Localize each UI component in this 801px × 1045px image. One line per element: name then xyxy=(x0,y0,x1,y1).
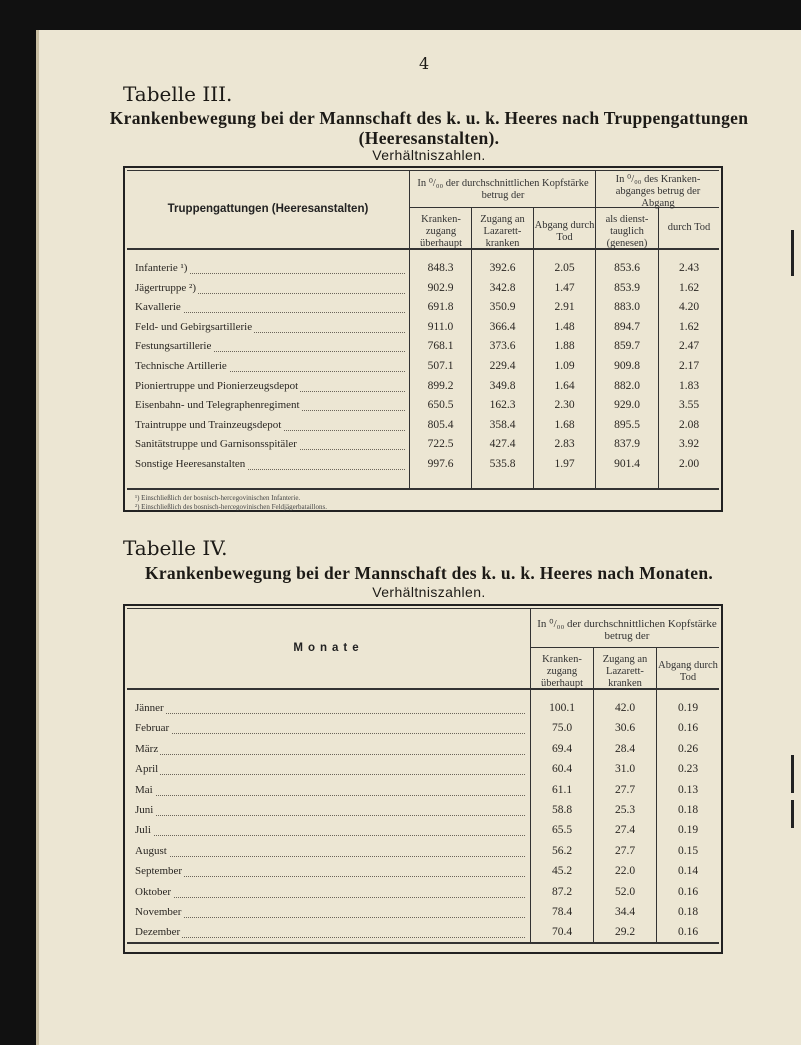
table-cell: 2.08 xyxy=(678,418,700,431)
table-cell: 29.2 xyxy=(614,926,636,939)
table-cell: 2.17 xyxy=(678,360,700,372)
table-cell: 929.0 xyxy=(614,399,640,412)
table-cell: 58.8 xyxy=(551,804,573,816)
table-cell: 0.19 xyxy=(677,702,699,714)
table3-header-group2: In ⁰/₀₀ des Kranken-abganges betrug der Abgang xyxy=(615,174,701,209)
table4-col-lazarett: Zugang an Lazarett-kranken xyxy=(602,654,648,689)
table-cell: 1.88 xyxy=(554,340,575,353)
table-cell: 87.2 xyxy=(551,885,573,898)
table-cell: 45.2 xyxy=(551,865,573,878)
table-cell: 2.00 xyxy=(678,458,700,470)
table-cell: 1.97 xyxy=(554,458,575,470)
table-cell: 1.62 xyxy=(678,320,700,333)
table3-col-zugang: Kranken-zugang überhaupt xyxy=(420,214,462,249)
table-cell: 0.19 xyxy=(677,824,699,837)
table-cell: 0.16 xyxy=(677,926,699,939)
row-label: Pioniertruppe und Pionierzeugsdepot xyxy=(135,380,405,392)
table-cell: 650.5 xyxy=(427,399,454,412)
table-cell: 31.0 xyxy=(614,763,636,776)
table-cell: 535.8 xyxy=(489,458,516,470)
table3-title-line1: Krankenbewegung bei der Mannschaft des k. u. k. Heeres nach Truppengattungen xyxy=(109,108,749,128)
leader-dots xyxy=(135,794,525,796)
table-cell: 1.64 xyxy=(554,379,575,392)
row-label: Jänner xyxy=(135,702,525,714)
table-cell: 722.5 xyxy=(427,438,454,451)
table3-header-group1: In ⁰/₀₀ der durchschnittlichen Kopfstärke betrug der xyxy=(417,178,589,201)
table-cell: 0.16 xyxy=(677,885,699,898)
table-cell: 911.0 xyxy=(427,320,454,333)
leader-dots xyxy=(135,916,525,918)
table-cell: 768.1 xyxy=(427,340,454,353)
row-label: Traintruppe und Trainzeugsdepot xyxy=(135,419,405,431)
table3-col-abgang-tod: Abgang durch Tod xyxy=(534,220,595,243)
table-cell: 162.3 xyxy=(489,399,516,412)
table-cell: 3.55 xyxy=(678,399,700,412)
table-cell: 3.92 xyxy=(678,438,700,451)
row-label: Festungsartillerie xyxy=(135,340,405,352)
table-cell: 507.1 xyxy=(427,360,454,372)
row-label: Mai xyxy=(135,784,525,796)
table-cell: 2.43 xyxy=(678,262,700,274)
table-cell: 902.9 xyxy=(427,281,454,294)
table-cell: 909.8 xyxy=(614,360,640,372)
table4-label: Tabelle IV. xyxy=(123,536,228,560)
table-cell: 60.4 xyxy=(551,763,573,776)
table-cell: 895.5 xyxy=(614,418,640,431)
table3-col-dienstuntauglich: als dienst-tauglich (genesen) xyxy=(605,214,649,249)
row-label: Juli xyxy=(135,824,525,836)
row-label: Juni xyxy=(135,804,525,816)
table3-footnote-2: ²) Einschließlich des bosnisch-hercegovinischen Feldjägerbataillons. xyxy=(135,503,328,511)
table-cell: 0.26 xyxy=(677,742,699,755)
table3-col-header-unit: Truppengattungen (Heeresanstalten) xyxy=(167,203,369,215)
leader-dots xyxy=(135,753,525,755)
table-cell: 2.91 xyxy=(554,301,575,314)
table3-label: Tabelle III. xyxy=(123,82,233,106)
table-cell: 0.15 xyxy=(677,844,699,857)
row-label: Infanterie ¹) xyxy=(135,262,405,274)
table-cell: 427.4 xyxy=(489,438,516,451)
table-cell: 691.8 xyxy=(427,301,454,314)
row-label: Sonstige Heeresanstalten xyxy=(135,458,405,470)
table-cell: 52.0 xyxy=(614,885,636,898)
table-cell: 366.4 xyxy=(489,320,516,333)
table-cell: 853.9 xyxy=(614,281,640,294)
table-cell: 1.62 xyxy=(678,281,700,294)
table4-col-header-month: Monate xyxy=(293,642,364,654)
table-cell: 805.4 xyxy=(427,418,454,431)
table-cell: 61.1 xyxy=(551,783,573,796)
table-cell: 901.4 xyxy=(614,458,640,470)
table-cell: 0.18 xyxy=(677,906,699,918)
table-cell: 0.13 xyxy=(677,783,699,796)
table-cell: 229.4 xyxy=(489,360,516,372)
table-cell: 1.48 xyxy=(554,320,575,333)
row-label: März xyxy=(135,743,525,755)
row-label: Februar xyxy=(135,722,525,734)
table-cell: 30.6 xyxy=(614,722,636,735)
table-cell: 69.4 xyxy=(551,742,573,755)
margin-mark xyxy=(791,755,794,793)
row-label: Dezember xyxy=(135,926,525,938)
table3-footnote-1: ¹) Einschließlich der bosnisch-hercegovinischen Infanterie. xyxy=(135,494,301,502)
table-cell: 894.7 xyxy=(614,320,640,333)
table-cell: 997.6 xyxy=(427,458,454,470)
table-cell: 837.9 xyxy=(614,438,640,451)
table-cell: 349.8 xyxy=(489,379,516,392)
table-cell: 34.4 xyxy=(614,906,636,918)
table4-header-group: In ⁰/₀₀ der durchschnittlichen Kopfstärke betrug der xyxy=(537,618,717,642)
table-cell: 25.3 xyxy=(614,804,636,816)
table-cell: 883.0 xyxy=(614,301,640,314)
row-label: August xyxy=(135,845,525,857)
row-label: Kavallerie xyxy=(135,301,405,313)
table-cell: 0.18 xyxy=(677,804,699,816)
row-label: September xyxy=(135,865,525,877)
table-cell: 2.83 xyxy=(554,438,575,451)
table-cell: 0.14 xyxy=(677,865,699,878)
table-cell: 392.6 xyxy=(489,262,516,274)
table-cell: 853.6 xyxy=(614,262,640,274)
table-cell: 1.83 xyxy=(678,379,700,392)
table-cell: 27.4 xyxy=(614,824,636,837)
table-cell: 4.20 xyxy=(678,301,700,314)
table3-title-line2: (Heeresanstalten). xyxy=(358,128,500,148)
row-label: Eisenbahn- und Telegraphenregiment xyxy=(135,399,405,411)
table-cell: 42.0 xyxy=(614,702,636,714)
table3-subtitle: Verhältniszahlen. xyxy=(372,147,486,163)
leader-dots xyxy=(135,814,525,816)
row-label: Feld- und Gebirgsartillerie xyxy=(135,321,405,333)
table-cell: 27.7 xyxy=(614,844,636,857)
table-cell: 0.16 xyxy=(677,722,699,735)
margin-mark xyxy=(791,230,794,276)
table-cell: 27.7 xyxy=(614,783,636,796)
row-label: April xyxy=(135,763,525,775)
table-cell: 1.47 xyxy=(554,281,575,294)
leader-dots xyxy=(135,896,525,898)
leader-dots xyxy=(135,732,525,734)
leader-dots xyxy=(135,712,525,714)
table3-col-durch-tod: durch Tod xyxy=(667,222,711,233)
row-label: Jägertruppe ²) xyxy=(135,282,405,294)
table-cell: 2.47 xyxy=(678,340,700,353)
table-cell: 56.2 xyxy=(551,844,573,857)
table-cell: 1.09 xyxy=(554,360,575,372)
leader-dots xyxy=(135,855,525,857)
row-label: Oktober xyxy=(135,886,525,898)
table-cell: 899.2 xyxy=(427,379,454,392)
table-cell: 0.23 xyxy=(677,763,699,776)
table-cell: 2.05 xyxy=(554,262,575,274)
page xyxy=(36,30,801,1045)
table-cell: 2.30 xyxy=(554,399,575,412)
table-cell: 75.0 xyxy=(551,722,573,735)
table-cell: 22.0 xyxy=(614,865,636,878)
table-cell: 373.6 xyxy=(489,340,516,353)
table-cell: 882.0 xyxy=(614,379,640,392)
leader-dots xyxy=(135,773,525,775)
table-cell: 848.3 xyxy=(427,262,454,274)
table-cell: 70.4 xyxy=(551,926,573,939)
table-cell: 342.8 xyxy=(489,281,516,294)
table4-col-zugang: Kranken-zugang überhaupt xyxy=(541,654,583,689)
table4-title: Krankenbewegung bei der Mannschaft des k. u. k. Heeres nach Monaten. xyxy=(144,563,714,583)
page-number: 4 xyxy=(419,54,430,73)
table-cell: 1.68 xyxy=(554,418,575,431)
table3-col-lazarett: Zugang an Lazarett-kranken xyxy=(480,214,525,249)
table4-subtitle: Verhältniszahlen. xyxy=(372,584,486,600)
row-label: November xyxy=(135,906,525,918)
table-cell: 100.1 xyxy=(549,702,575,714)
table4-col-abgang-tod: Abgang durch Tod xyxy=(658,660,718,683)
leader-dots xyxy=(135,936,525,938)
table-cell: 358.4 xyxy=(489,418,516,431)
table-cell: 859.7 xyxy=(614,340,640,353)
margin-mark xyxy=(791,800,794,828)
table-cell: 350.9 xyxy=(489,301,516,314)
table-cell: 78.4 xyxy=(551,906,573,918)
row-label: Technische Artillerie xyxy=(135,360,405,372)
table-cell: 65.5 xyxy=(551,824,573,837)
table-cell: 28.4 xyxy=(614,742,636,755)
leader-dots xyxy=(135,834,525,836)
leader-dots xyxy=(135,875,525,877)
row-label: Sanitätstruppe und Garnisonsspitäler xyxy=(135,438,405,450)
